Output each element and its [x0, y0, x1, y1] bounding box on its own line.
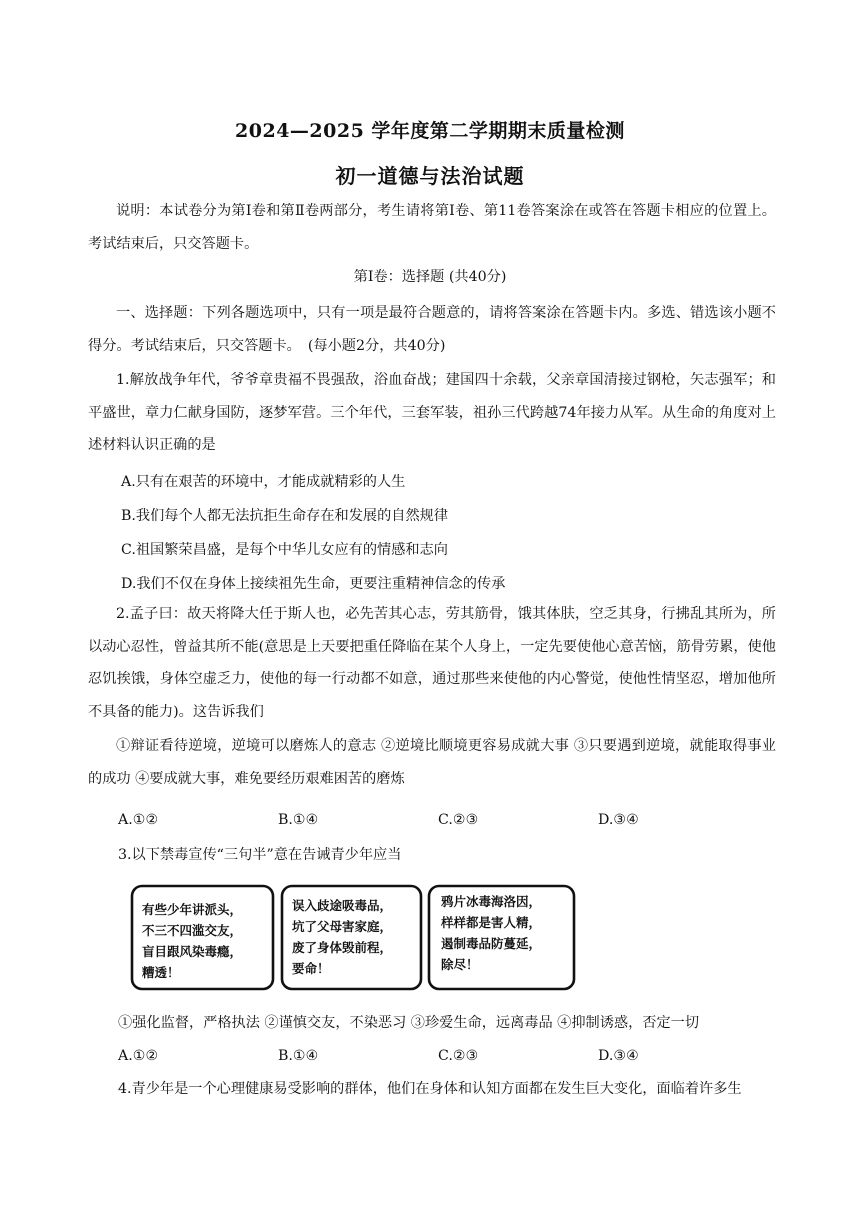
- question-2-stem: 2.孟子曰：故天将降大任于斯人也，必先苦其心志，劳其筋骨，饿其体肤，空乏其身，行拂乱其所为，所以动心忍性，曾益其所不能(意思是上天要把重任降临在某个人身上，一定先要使他心意苦恼，筋骨劳累，使他忍饥挨饿，身体空虚乏力，使他的每一行动都不如意，通过那些来使他的内心警觉，使他性情坚忍，增加他所不具备的能力)。这告诉我们: [88, 606, 776, 720]
- cartoon-panel-2-line-4: 要命！: [292, 961, 330, 976]
- section-intro: 一、选择题：下列各题选项中，只有一项是最符合题意的，请将答案涂在答题卡内。多选、错选该小题不得分。考试结束后，只交答题卡。 (每小题2分，共40分): [88, 305, 776, 354]
- cartoon-panel-1-line-1: 有些少年讲派头，: [142, 902, 243, 917]
- cartoon-panel-1-line-4: 糟透！: [142, 965, 180, 980]
- exam-subtitle: 初一道德与法治试题: [335, 164, 525, 188]
- question-3-option-c: C.②③: [438, 1048, 479, 1064]
- question-1-option-b: B.我们每个人都无法抗拒生命存在和发展的自然规律: [121, 508, 449, 524]
- question-3-option-d: D.③④: [598, 1048, 639, 1064]
- cartoon-panel-2-line-1: 误入歧途吸毒品，: [292, 898, 393, 913]
- cartoon-panel-1-line-3: 盲目跟风染毒瘾，: [142, 944, 243, 959]
- question-1-stem: 1.解放战争年代，爷爷章贵福不畏强敌，浴血奋战；建国四十余载，父亲章国清接过钢枪，矢志强军；和平盛世，章力仁献身国防，逐梦军营。三个年代，三套军装，祖孙三代跨越74年接力从军。从生命的角度对上述材料认识正确的是: [88, 372, 776, 453]
- question-2-option-a: A.①②: [118, 812, 159, 828]
- cartoon-panel-3-line-3: 遏制毒品防蔓延，: [441, 936, 542, 951]
- anti-drug-cartoon: [130, 884, 576, 992]
- question-3-option-b: B.①④: [278, 1048, 319, 1064]
- question-1-option-d: D.我们不仅在身体上接续祖先生命，更要注重精神信念的传承: [121, 576, 506, 592]
- question-2-option-c: C.②③: [438, 812, 479, 828]
- cartoon-panel-2-line-2: 坑了父母害家庭，: [292, 919, 393, 934]
- question-4-stem: 4.青少年是一个心理健康易受影响的群体，他们在身体和认知方面都在发生巨大变化，面临着许多生: [118, 1081, 742, 1097]
- cartoon-panel-1-line-2: 不三不四滥交友，: [142, 923, 243, 938]
- cartoon-panel-3-line-4: 除尽！: [441, 957, 479, 972]
- question-2-option-b: B.①④: [278, 812, 319, 828]
- instructions: 说明：本试卷分为第Ⅰ卷和第Ⅱ卷两部分，考生请将第Ⅰ卷、第11卷答案涂在或答在答题卡相应的位置上。考试结束后，只交答题卡。: [88, 203, 776, 252]
- exam-title: 2024—2025 学年度第二学期期末质量检测: [235, 120, 625, 142]
- question-1-option-a: A.只有在艰苦的环境中，才能成就精彩的人生: [121, 474, 406, 490]
- section-heading: 第Ⅰ卷：选择题 (共40分): [353, 269, 507, 285]
- question-1-option-c: C.祖国繁荣昌盛，是每个中华儿女应有的情感和志向: [121, 542, 448, 558]
- question-2-statements: ①辩证看待逆境，逆境可以磨炼人的意志 ②逆境比顺境更容易成就大事 ③只要遇到逆境，就能取得事业的成功 ④要成就大事，难免要经历艰难困苦的磨炼: [88, 738, 776, 787]
- question-3-option-a: A.①②: [118, 1048, 159, 1064]
- cartoon-panel-3-line-1: 鸦片冰毒海洛因，: [441, 894, 542, 909]
- cartoon-panel-3-line-2: 样样都是害人精，: [441, 915, 542, 930]
- question-3-statements: ①强化监督，严格执法 ②谨慎交友，不染恶习 ③珍爱生命，远离毒品 ④抑制诱惑，否定一切: [118, 1015, 700, 1031]
- question-2-option-d: D.③④: [598, 812, 639, 828]
- question-3-stem: 3.以下禁毒宣传“三句半”意在告诫青少年应当: [118, 847, 402, 863]
- cartoon-panel-2-line-3: 废了身体毁前程，: [292, 940, 393, 955]
